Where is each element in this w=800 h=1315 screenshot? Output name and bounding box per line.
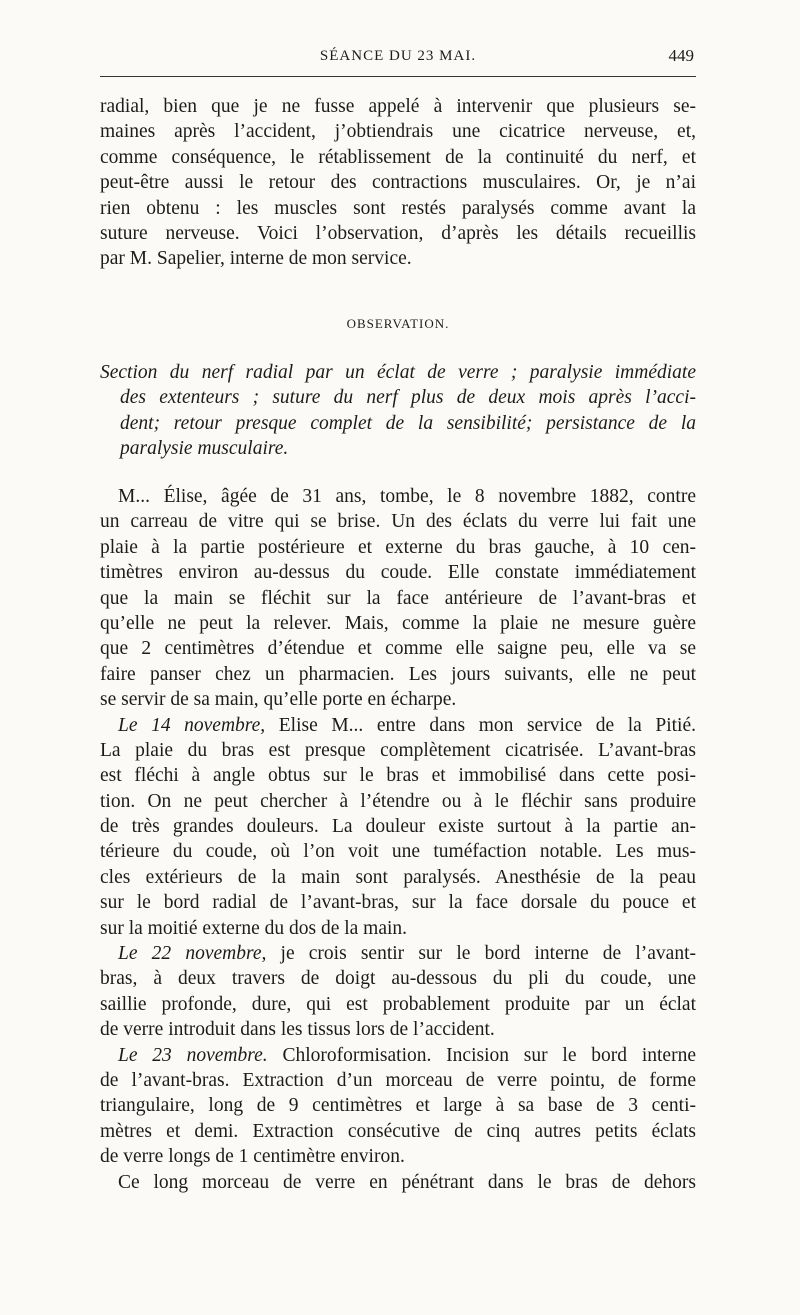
line-text: Chloroformisation. Incision sur le bord interne <box>267 1044 696 1066</box>
text-line: M... Élise, âgée de 31 ans, tombe, le 8 novembre 1882, contre <box>118 486 696 507</box>
text-line: de très grandes douleurs. La douleur existe surtout à la partie an- <box>100 816 696 838</box>
text-line: que 2 centimètres d’étendue et comme elle saigne peu, elle va se <box>100 638 696 660</box>
intro-paragraph <box>100 94 696 272</box>
text-line: comme conséquence, le rétablissement de la continuité du nerf, et <box>100 146 696 168</box>
summary-line: des extenteurs ; suture du nerf plus de deux mois après l’acci- <box>120 387 696 409</box>
text-line: de verre introduit dans les tissus lors de l’accident. <box>100 1019 495 1041</box>
text-line: cles extérieurs de la main sont paralysés. Anesthésie de la peau <box>100 866 696 888</box>
date-label: Le 14 novembre, <box>118 714 266 736</box>
text-line: par M. Sapelier, interne de mon service. <box>100 248 412 270</box>
text-line: faire panser chez un pharmacien. Les jours suivants, elle ne peut <box>100 663 696 685</box>
date-label: Le 23 novembre. <box>118 1044 268 1066</box>
page-header <box>100 44 696 74</box>
text-line: timètres environ au-dessus du coude. Elle constate immédiatement <box>100 562 696 584</box>
line-text: je crois sentir sur le bord interne de l’avant- <box>266 943 696 965</box>
text-line: que la main se fléchit sur la face antérieure de l’avant-bras et <box>100 587 696 609</box>
date-label: Le 22 novembre, <box>118 943 267 965</box>
text-line: mètres et demi. Extraction consécutive de cinq autres petits éclats <box>100 1120 696 1142</box>
observation-body <box>100 484 696 1195</box>
text-line: bras, à deux travers de doigt au-dessous du pli du coude, une <box>100 968 696 990</box>
line-text: Elise M... entre dans mon service de la Pitié. <box>265 714 696 736</box>
text-line: qu’elle ne peut la relever. Mais, comme la plaie ne mesure guère <box>100 612 696 634</box>
text-line: maines après l’accident, j’obtiendrais une cicatrice nerveuse, et, <box>100 121 696 143</box>
text-line: peut-être aussi le retour des contractions musculaires. Or, je n’ai <box>100 172 696 194</box>
observation-summary <box>100 360 696 462</box>
text-line: radial, bien que je ne fusse appelé à intervenir que plusieurs se- <box>100 96 696 117</box>
text-line <box>100 941 696 966</box>
running-title: SÉANCE DU 23 MAI. <box>319 48 477 64</box>
text-line: sur la moitié externe du dos de la main. <box>100 917 408 939</box>
text-line: triangulaire, long de 9 centimètres et large à sa base de 3 centi- <box>100 1095 696 1117</box>
text-line: tion. On ne peut chercher à l’étendre ou à le fléchir sans produire <box>100 790 696 812</box>
section-heading: OBSERVATION. <box>346 316 450 331</box>
text-line: Ce long morceau de verre en pénétrant dans le bras de dehors <box>118 1171 696 1193</box>
text-line: suture nerveuse. Voici l’observation, d’après les détails recueillis <box>100 222 696 244</box>
text-line: saillie profonde, dure, qui est probablement produite par un éclat <box>100 993 696 1015</box>
text-line <box>100 1043 696 1068</box>
header-rule <box>100 76 696 77</box>
page-number: 449 <box>668 46 694 65</box>
summary-line: dent; retour presque complet de la sensibilité; persistance de la <box>120 412 696 434</box>
summary-line: Section du nerf radial par un éclat de verre ; paralysie immédiate <box>100 362 696 383</box>
text-line: rien obtenu : les muscles sont restés paralysés comme avant la <box>100 197 696 219</box>
text-line: de l’avant-bras. Extraction d’un morceau de verre pointu, de forme <box>100 1069 696 1091</box>
text-line: sur le bord radial de l’avant-bras, sur la face dorsale du pouce et <box>100 892 696 914</box>
text-line: se servir de sa main, qu’elle porte en écharpe. <box>100 689 457 711</box>
text-line: de verre longs de 1 centimètre environ. <box>100 1146 405 1168</box>
text-line: plaie à la partie postérieure et externe du bras gauche, à 10 cen- <box>100 536 696 558</box>
text-line: La plaie du bras est presque complètement cicatrisée. L’avant-bras <box>100 739 696 761</box>
text-line <box>100 713 696 738</box>
summary-line: paralysie musculaire. <box>120 438 289 460</box>
text-line: est fléchi à angle obtus sur le bras et immobilisé dans cette posi- <box>100 765 696 787</box>
text-line: un carreau de vitre qui se brise. Un des éclats du verre lui fait une <box>100 511 696 533</box>
text-line: térieure du coude, où l’on voit une tuméfaction notable. Les mus- <box>100 841 696 863</box>
